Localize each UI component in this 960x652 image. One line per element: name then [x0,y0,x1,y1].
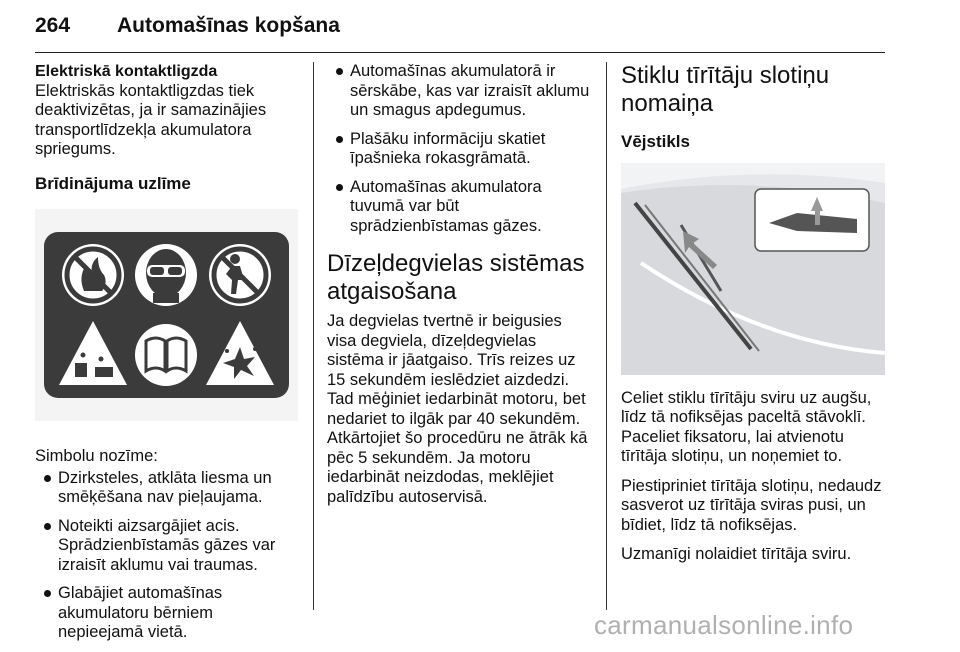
warning-label-figure [35,209,298,421]
list-item [35,584,300,643]
column-left [35,62,300,652]
eye-protection-icon [135,244,197,306]
list-item [327,130,592,169]
column-right [621,62,888,565]
warning-label-illustration [35,209,298,421]
list-item-text: Automašīnas akumulatora tuvumā var būt sprādzienbīstamas gāzes. [350,177,542,235]
wiper-figure [621,163,885,375]
wiper-paragraph-1: Celiet stiklu tīrītāju sviru uz augšu, līdz tā nofiksējas paceltā stāvoklī. Paceliet fiksatoru, lai atvienotu tīrītāja slotiņu, un noņemiet to. [621,388,872,465]
power-outlet-paragraph: Elektriskās kontaktligzdas tiek deaktivizētas, ja ir samazinājies transportlīdzekļa akumulatora spriegums. [35,81,267,158]
wiper-illustration [621,163,885,375]
heading-power-outlet: Elektriskā kontaktligzda [35,63,218,80]
bullet-icon [44,523,51,530]
diesel-paragraph: Ja degvielas tvertnē ir beigusies visa degviela, dīzeļdegvielas sistēma ir jāatgaiso. Trīs reizes uz 15 sekundēm ieslēdziet aizdedzi. Tad mēģiniet iedarbināt motoru, bet nedariet to ilgāk par 40 sekundēm. Atkārtojiet šo procedūru ne ātrāk kā pēc 5 sekundēm. Ja motoru iedarbināt neizdodas, meklējiet palīdzību autoservisā. [327,312,588,506]
column-divider [606,62,607,610]
heading-wiper-replacement: Stiklu tīrītāju slotiņu nomaiņa [621,62,830,117]
symbols-list [35,469,300,643]
wiper-paragraph-3: Uzmanīgi nolaidiet tīrītāja sviru. [621,545,852,563]
list-item-text: Plašāku informāciju skatiet īpašnieka rokasgrāmatā. [350,129,546,167]
bullet-icon [336,68,343,75]
bullet-icon [336,184,343,191]
heading-windscreen: Vējstikls [621,132,690,151]
list-item [35,469,300,508]
no-flame-icon [62,244,124,306]
heading-warning-label: Brīdinājuma uzlīme [35,173,191,193]
page-number: 264 [35,14,71,37]
battery-list [327,62,592,236]
list-item-text: Dzirksteles, atklāta liesma un smēķēšana nav pieļaujama. [58,468,272,506]
list-item [327,62,592,121]
list-item-text: Glabājiet automašīnas akumulatoru bērniem nepieejamā vietā. [58,584,223,641]
column-divider [313,62,314,610]
watermark: carmanualsonline.info [594,610,854,640]
page-header [35,14,885,53]
bullet-icon [44,590,51,597]
heading-diesel-bleeding: Dīzeļdegvielas sistēmas atgaisošana [327,250,585,305]
list-item-text: Noteikti aizsargājiet acis. Sprādzienbīstamās gāzes var izraisīt aklumu vai traumas. [58,516,276,574]
column-middle [327,62,592,507]
chapter-title: Automašīnas kopšana [117,14,340,37]
read-manual-icon [135,324,197,386]
list-item-text: Automašīnas akumulatorā ir sērskābe, kas var izraisīt aklumu un smagus apdegumus. [350,62,590,119]
wiper-paragraph-2: Piestipriniet tīrītāja slotiņu, nedaudz sasverot uz tīrītāja sviras pusi, un bīdiet, līdz tā nofiksējas. [621,476,882,534]
symbols-intro: Simbolu nozīme: [35,447,158,465]
bullet-icon [336,136,343,143]
keep-children-away-icon [209,244,271,306]
list-item [327,178,592,237]
bullet-icon [44,475,51,482]
list-item [35,517,300,576]
